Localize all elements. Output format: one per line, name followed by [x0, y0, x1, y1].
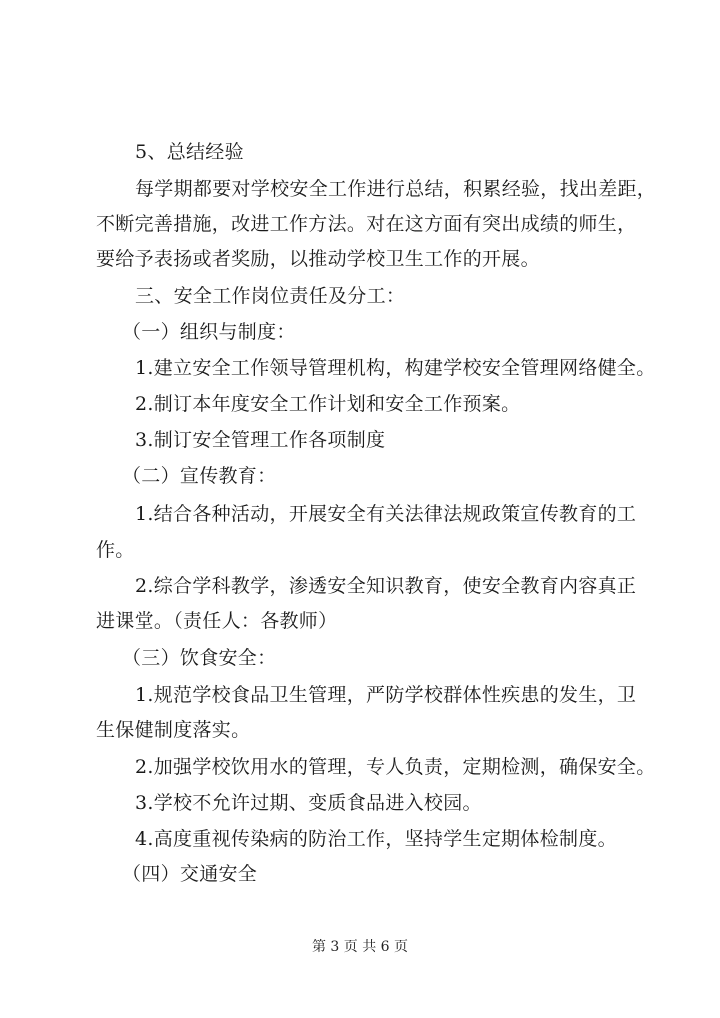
- text-line: 1.结合各种活动，开展安全有关法律法规政策宣传教育的工: [135, 503, 637, 525]
- subsection-heading: （一）组织与制度：: [122, 321, 296, 343]
- text-line: 每学期都要对学校安全工作进行总结，积累经验，找出差距，: [135, 178, 657, 200]
- text-line: 4.高度重视传染病的防治工作，坚持学生定期体检制度。: [135, 828, 617, 850]
- subsection-heading: （三）饮食安全：: [122, 647, 277, 669]
- text-line: 要给予表扬或者奖励，以推动学校卫生工作的开展。: [96, 248, 540, 270]
- section-heading: 三、安全工作岗位责任及分工：: [135, 285, 406, 307]
- text-line: 2.加强学校饮用水的管理，专人负责，定期检测，确保安全。: [135, 756, 656, 778]
- text-line: 5、总结经验: [135, 141, 244, 163]
- text-line: 不断完善措施，改进工作方法。对在这方面有突出成绩的师生，: [96, 213, 637, 235]
- page-number: 第 3 页 共 6 页: [311, 939, 409, 955]
- text-line: 2.综合学科教学，渗透安全知识教育，使安全教育内容真正: [135, 575, 637, 597]
- text-line: 作。: [96, 539, 135, 561]
- text-line: 生保健制度落实。: [96, 719, 251, 741]
- subsection-heading: （四）交通安全: [122, 863, 258, 885]
- subsection-heading: （二）宣传教育：: [122, 465, 277, 487]
- text-line: 1.规范学校食品卫生管理，严防学校群体性疾患的发生，卫: [135, 684, 637, 706]
- text-line: 1.建立安全工作领导管理机构，构建学校安全管理网络健全。: [135, 357, 656, 379]
- text-line: 3.学校不允许过期、变质食品进入校园。: [135, 792, 482, 814]
- text-line: 2.制订本年度安全工作计划和安全工作预案。: [135, 393, 521, 415]
- text-line: 进课堂。（责任人：各教师）: [96, 610, 338, 632]
- text-line: 3.制订安全管理工作各项制度: [135, 429, 386, 451]
